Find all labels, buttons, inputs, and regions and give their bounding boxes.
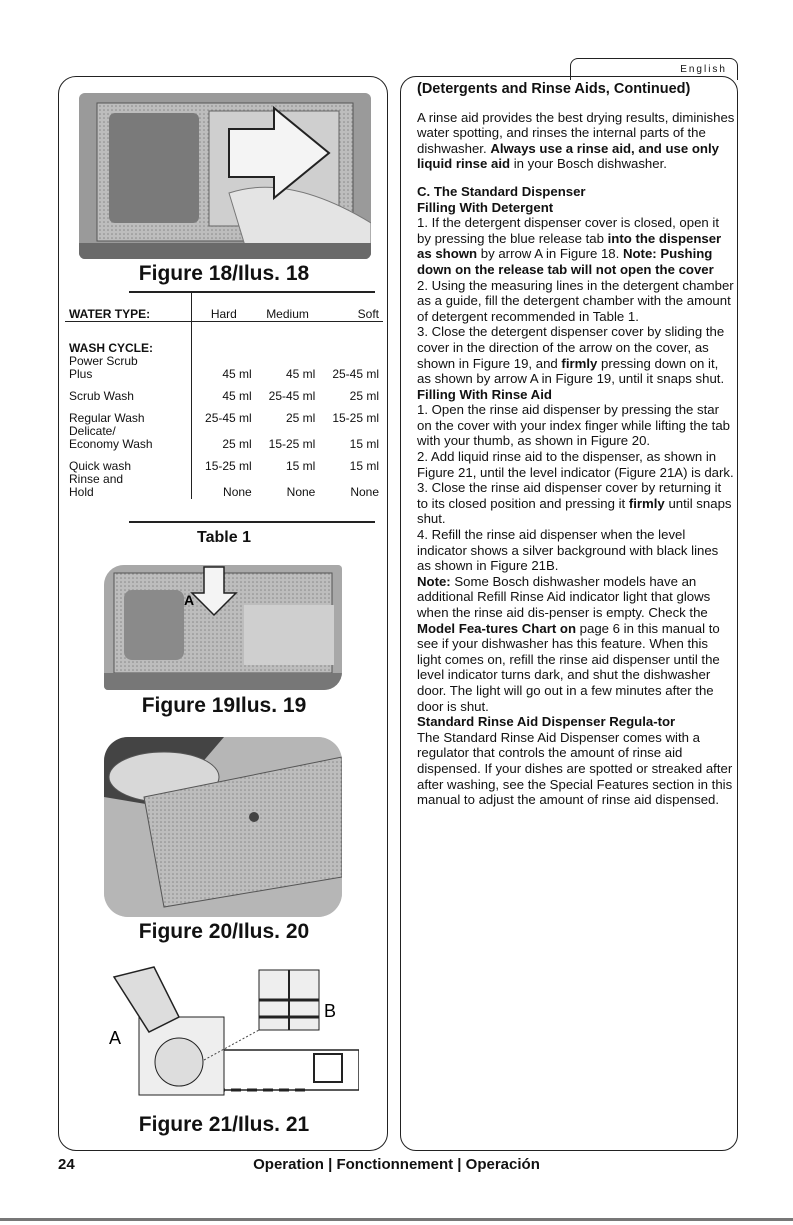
table-row: Power Scrub Plus 45 ml 45 ml 25-45 ml [65,355,383,381]
regulator-heading: Standard Rinse Aid Dispenser Regula-tor [417,714,676,730]
figure-20-photo [104,737,342,917]
bottom-rule [0,1218,793,1221]
col-hard: Hard [210,306,237,321]
rinse-step-2: 2. Add liquid rinse aid to the dispenser, as shown in Figure 21, until the level indicator (Figure 21A) is dark. [417,449,734,480]
figure-21-label-b: B [324,1001,337,1021]
filling-rinse-heading: Filling With Rinse Aid [417,386,552,402]
detergent-step-2: 2. Using the measuring lines in the detergent chamber as a guide, fill the detergent chamber with the amount of detergent recommended in Table 1. [417,277,734,324]
instructions-text [417,82,735,808]
wash-cycle-label: WASH CYCLE: [65,321,192,355]
table-row: Regular Wash 25-45 ml 25 ml 15-25 ml [65,403,383,425]
left-panel [58,76,388,1151]
figure-21-caption: Figure 21/Ilus. 21 [138,1113,310,1136]
standard-dispenser-heading: C. The Standard Dispenser [417,183,586,199]
figure-19-label-a: A [184,592,195,608]
figure-21-illustration [109,962,359,1107]
rinse-step-4: 4. Refill the rinse aid dispenser when the level indicator shows a silver background with black lines as shown in Figure 21B. [417,527,719,574]
detergent-step-3: 3. Close the detergent dispenser cover by sliding the cover in the direction of the arrow on the cover, as shown in Figure 19, and firmly pressing down on it, as shown by arrow A in Figure 19, until it snaps shut. [417,324,725,387]
figure-20-caption: Figure 20/Ilus. 20 [138,920,310,943]
table-row: Delicate/ Economy Wash 25 ml 15-25 ml 15 ml [65,425,383,451]
intro-paragraph: A rinse aid provides the best drying results, diminishes water spotting, and rinses the internal parts of the dishwasher. Always use a rinse aid, and use only liquid rinse aid in your Bosch dishwasher. [417,109,735,172]
figure-19-caption: Figure 19Ilus. 19 [141,694,307,717]
language-tab: English [570,58,738,80]
table-row: Rinse and Hold None None None [65,473,383,499]
table-bottom-rule [129,521,375,523]
figure-18-photo [79,93,371,259]
filling-detergent-heading: Filling With Detergent [417,199,554,215]
page-number: 24 [58,1156,75,1173]
table-row: Quick wash 15-25 ml 15 ml 15 ml [65,451,383,473]
water-type-label: WATER TYPE: [65,291,192,321]
rinse-step-1: 1. Open the rinse aid dispenser by pressing the star on the cover with your index finger while lifting the tab with your thumb, as shown in Figure 20. [417,402,731,449]
detergent-step-1: 1. If the detergent dispenser cover is closed, open it by pressing the blue release tab into the dispenser as shown by arrow A in Figure 18. Note: Pushing down on the release tab will not open the cover [417,215,722,277]
rinse-note: Note: Some Bosch dishwasher models have an additional Refill Rinse Aid indicator light that glows when the rinse aid dis-penser is empty. Check the Model Fea-tures Chart on page 6 in this manual to see if your dishwasher has this feature. When this light comes on, refill the rinse aid dispenser until the level indicator turns dark, and shut the dishwasher door. The light will go out in a few minutes after the door is shut. [417,573,720,714]
table-caption: Table 1 [197,529,251,546]
table-row: Scrub Wash 45 ml 25-45 ml 25 ml [65,381,383,403]
right-panel [400,76,738,1151]
section-heading: (Detergents and Rinse Aids, Continued) [417,81,691,97]
col-medium: Medium [266,306,309,321]
detergent-table [65,291,383,499]
regulator-text: The Standard Rinse Aid Dispenser comes with a regulator that controls the amount of rinse aid dispensed. If your dishes are spotted or streaked after after washing, see the Special Features section in this manual to adjust the amount of rinse aid dispensed. [417,729,733,808]
figure-19-photo [104,565,342,690]
rinse-step-3: 3. Close the rinse aid dispenser cover by returning it to its closed position and pressing it firmly until snaps shut. [417,480,732,527]
figure-21-label-a: A [109,1028,122,1048]
col-soft: Soft [357,306,379,321]
footer-title: Operation | Fonctionnement | Operación [253,1156,540,1173]
figure-18-caption: Figure 18/Ilus. 18 [138,262,310,285]
